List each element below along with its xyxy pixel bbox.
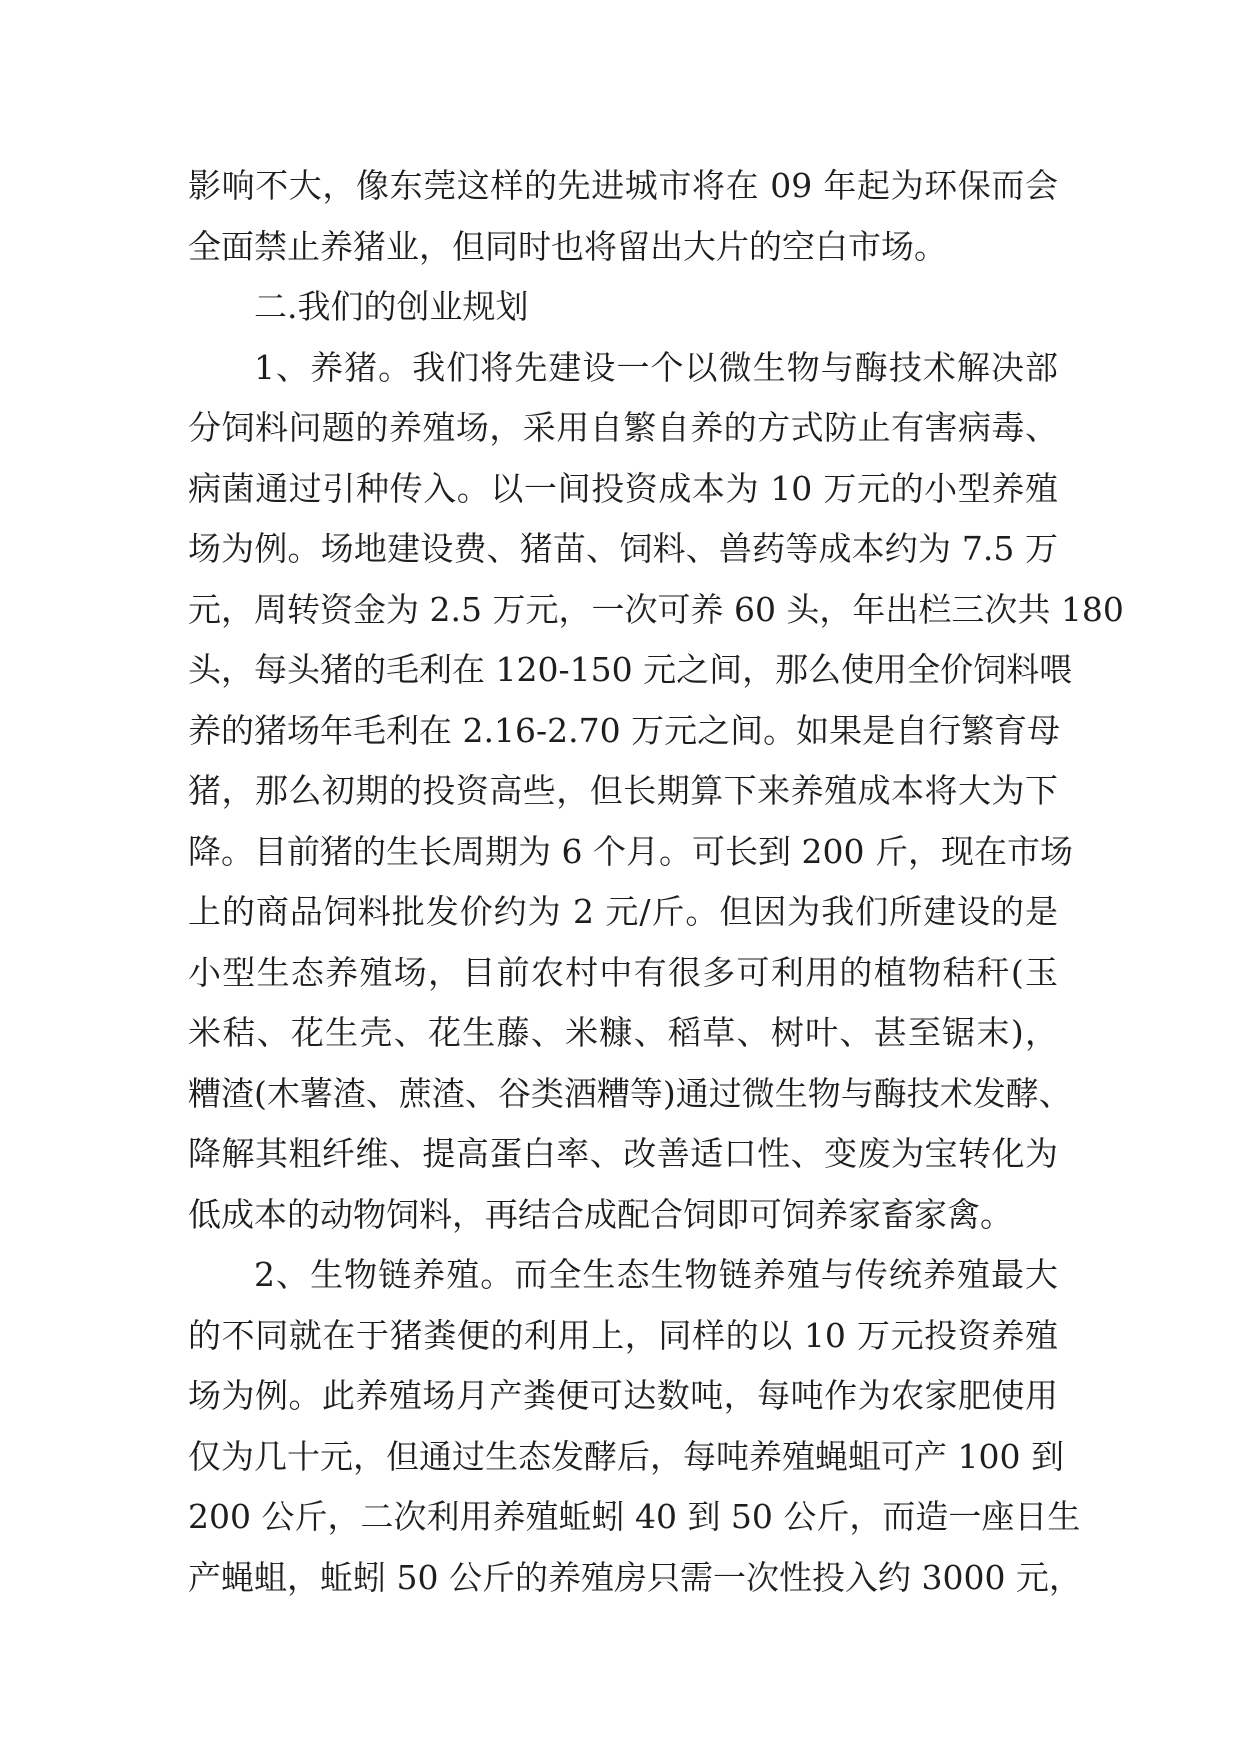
text-line: 糟渣(木薯渣、蔗渣、谷类酒糟等)通过微生物与酶技术发酵、 [188,1073,1072,1113]
text-line: 影响不大，像东莞这样的先进城市将在 09 年起为环保而会 [188,166,1058,205]
text-line: 的不同就在于猪粪便的利用上，同样的以 10 万元投资养殖 [188,1315,1058,1355]
text-line: 低成本的动物饲料，再结合成配合饲即可饲养家畜家禽。 [188,1194,1013,1234]
text-line: 产蝇蛆，蚯蚓 50 公斤的养殖房只需一次性投入约 3000 元， [188,1557,1082,1597]
text-line: 200 公斤，二次利用养殖蚯蚓 40 到 50 公斤，而造一座日生 [188,1497,1081,1536]
section-heading: 二.我们的创业规划 [254,287,529,326]
text-line: 养的猪场年毛利在 2.16-2.70 万元之间。如果是自行繁育母 [188,710,1061,750]
text-line: 米秸、花生壳、花生藤、米糠、稻草、树叶、甚至锯末)， [188,1013,1058,1052]
body-text [188,156,1124,1608]
text-line: 全面禁止养猪业，但同时也将留出大片的空白市场。 [188,226,947,266]
text-line: 场为例。场地建设费、猪苗、饲料、兽药等成本约为 7.5 万 [188,529,1058,568]
text-line: 1、养猪。我们将先建设一个以微生物与酶技术解决部 [254,347,1058,387]
text-line: 猪，那么初期的投资高些，但长期算下来养殖成本将大为下 [188,771,1058,810]
text-line: 分饲料问题的养殖场，采用自繁自养的方式防止有害病毒、 [188,408,1058,447]
text-line: 元，周转资金为 2.5 万元，一次可养 60 头，年出栏三次共 180 [188,589,1124,629]
text-line: 降解其粗纤维、提高蛋白率、改善适口性、变废为宝转化为 [188,1134,1058,1173]
text-line: 2、生物链养殖。而全生态生物链养殖与传统养殖最大 [254,1255,1058,1294]
text-line: 小型生态养殖场，目前农村中有很多可利用的植物秸秆(玉 [188,952,1058,992]
text-line: 上的商品饲料批发价约为 2 元/斤。但因为我们所建设的是 [188,892,1058,931]
text-line: 降。目前猪的生长周期为 6 个月。可长到 200 斤，现在市场 [188,831,1073,871]
text-line: 仅为几十元，但通过生态发酵后，每吨养殖蝇蛆可产 100 到 [188,1436,1064,1476]
text-line: 病菌通过引种传入。以一间投资成本为 10 万元的小型养殖 [188,468,1058,508]
text-line: 头，每头猪的毛利在 120-150 元之间，那么使用全价饲料喂 [188,650,1073,689]
text-line: 场为例。此养殖场月产粪便可达数吨，每吨作为农家肥使用 [188,1376,1058,1415]
